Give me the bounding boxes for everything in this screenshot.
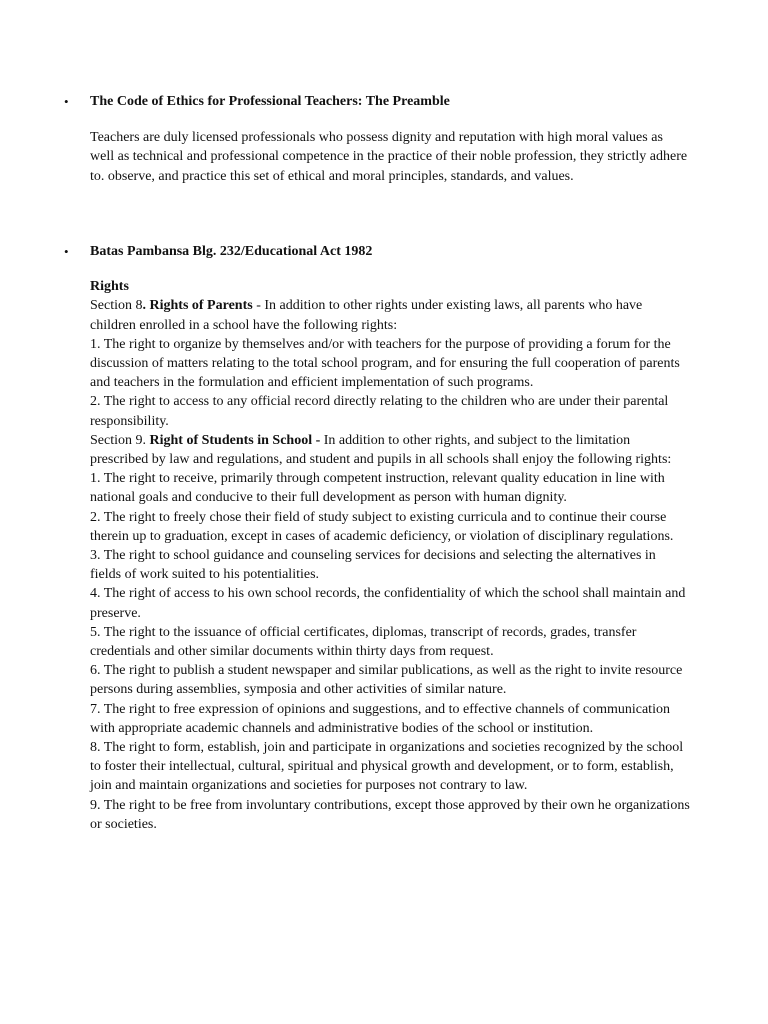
section-9-intro-text: In addition to other rights, and subject to the limitation prescribed by law and regulations, and student and pupils in all schools shall enjoy the following rights: <box>90 432 672 468</box>
section-9-prefix: Section 9. <box>90 432 150 448</box>
list-item: 2. The right to access to any official record directly relating to the children who are under their parental responsibility. <box>90 394 669 429</box>
section-8-title: . Rights of Parents <box>142 298 253 314</box>
rights-subheading: Rights <box>90 279 129 295</box>
act-heading: Batas Pambansa Blg. 232/Educational Act 1982 <box>90 244 373 259</box>
list-item: 7. The right to free expression of opinions and suggestions, and to effective channels of communication with appropriate academic channels and administrative bodies of the school or institution. <box>90 701 670 736</box>
list-item: 5. The right to the issuance of official certificates, diplomas, transcript of records, grades, transfer credentials and other similar documents within thirty days from request. <box>90 624 637 660</box>
section-8-intro-text: - In addition to other rights under existing laws, all parents who have children enrolled in a school have the following rights: <box>90 298 643 333</box>
list-item: 9. The right to be free from involuntary contributions, except those approved by their own he organizations or societies. <box>90 797 690 832</box>
list-item: 4. The right of access to his own school records, the confidentiality of which the school shall maintain and preserve. <box>90 586 686 621</box>
preamble-heading: The Code of Ethics for Professional Teachers: The Preamble <box>90 94 450 109</box>
list-item: 6. The right to publish a student newspaper and similar publications, as well as the right to invite resource persons during assemblies, symposia and other activities of similar nature. <box>90 663 683 698</box>
preamble-text: Teachers are duly licensed professionals who possess dignity and reputation with high moral values as well as technical and professional competence in the practice of their noble profession, they strictly adhere to. observe, and practice this set of ethical and moral principles, standards, and values. <box>90 130 688 184</box>
bullet-icon: • <box>64 244 69 259</box>
list-item: 1. The right to organize by themselves and/or with teachers for the purpose of providing a forum for the discussion of matters relating to the total school program, and for ensuring the full cooperation of parents and teachers in the formulation and efficient implementation of such programs. <box>90 336 680 391</box>
section-9-items <box>90 469 690 834</box>
section-9-title: Right of Students in School - <box>149 432 324 448</box>
section-8-items <box>90 335 690 431</box>
list-item: 8. The right to form, establish, join and participate in organizations and societies recognized by the school to foster their intellectual, cultural, spiritual and physical growth and development, or to form, establish, join and maintain organizations and societies for purposes not contrary to law. <box>90 740 684 794</box>
list-item: 2. The right to freely chose their field of study subject to existing curricula and to continue their course therein up to graduation, except in cases of academic deficiency, or violation of disciplinary regulations. <box>90 509 674 544</box>
list-item: 3. The right to school guidance and counseling services for decisions and selecting the alternatives in fields of work suited to his potentialities. <box>90 548 656 583</box>
list-item: 1. The right to receive, primarily through competent instruction, relevant quality education in line with national goals and conducive to their full development as person with human dignity. <box>90 471 665 506</box>
section-8-intro <box>90 296 690 334</box>
section-8-prefix: Section 8 <box>90 298 143 314</box>
section-9-intro <box>90 431 690 469</box>
bullet-icon: • <box>64 94 69 109</box>
